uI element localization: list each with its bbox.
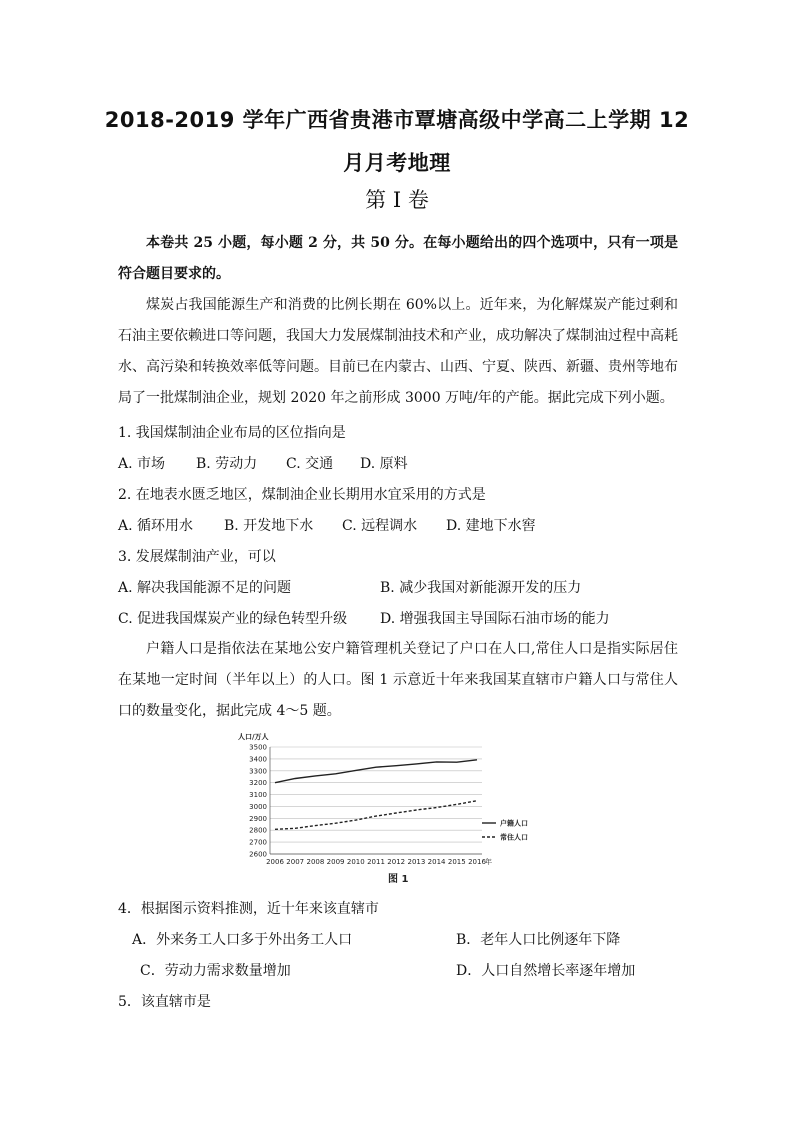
question-4-option-a[interactable]: A．外来务工人口多于外出务工人口 xyxy=(132,932,353,948)
series-line-registered xyxy=(275,760,477,783)
x-tick-label: 2014 xyxy=(427,858,446,866)
legend-label-0: 户籍人口 xyxy=(500,819,528,828)
x-tick-label: 2016 xyxy=(468,858,486,866)
figure-caption: 图 1 xyxy=(388,874,409,885)
x-tick-label: 2011 xyxy=(367,858,385,866)
series-line-resident xyxy=(275,801,477,830)
y-axis-ticks xyxy=(249,744,267,859)
chart-legend xyxy=(482,819,528,842)
question-1-option-b[interactable]: B. 劳动力 xyxy=(196,456,258,472)
question-4-option-b[interactable]: B．老年人口比例逐年下降 xyxy=(456,932,621,948)
y-axis-label: 人口/万人 xyxy=(238,733,269,741)
document-title-line1: 2018-2019 学年广西省贵港市覃塘高级中学高二上学期 12 xyxy=(104,108,690,132)
y-tick-label: 3000 xyxy=(249,802,267,811)
x-tick-label: 2015 xyxy=(447,858,466,866)
question-3-option-b[interactable]: B. 减少我国对新能源开发的压力 xyxy=(380,580,582,596)
question-1-option-d[interactable]: D. 原料 xyxy=(360,456,408,472)
question-1-option-a[interactable]: A. 市场 xyxy=(118,456,166,472)
section-subtitle: 第 I 卷 xyxy=(365,188,429,212)
y-tick-label: 3200 xyxy=(249,779,267,788)
x-tick-label: 2012 xyxy=(387,858,406,866)
question-2-option-a[interactable]: A. 循环用水 xyxy=(118,518,194,534)
x-tick-label: 2007 xyxy=(286,858,305,866)
question-5-stem: 5．该直辖市是 xyxy=(118,994,211,1010)
population-line-chart xyxy=(228,729,528,887)
y-tick-label: 3400 xyxy=(249,755,267,764)
question-4-option-c[interactable]: C．劳动力需求数量增加 xyxy=(140,963,291,979)
question-4-option-d[interactable]: D．人口自然增长率逐年增加 xyxy=(456,963,636,979)
y-tick-label: 2900 xyxy=(249,814,267,823)
passage-coal-to-oil: 煤炭占我国能源生产和消费的比例长期在 60%以上。近年来，为化解煤炭产能过剩和石油主要依赖进口等问题，我国大力发展煤制油技术和产业，成功解决了煤制油过程中高耗水、高污染和转换效率低等问题。目前已在内蒙古、山西、宁夏、陕西、新疆、贵州等地布局了一批煤制油企业，规划 2020 年之前形成 3000 万吨/年的产能。据此完成下列小题。 xyxy=(118,297,678,406)
y-tick-label: 2600 xyxy=(249,850,267,859)
y-tick-label: 3300 xyxy=(249,767,267,776)
question-2-option-d[interactable]: D. 建地下水窖 xyxy=(446,518,536,534)
instructions xyxy=(118,228,678,290)
question-1-option-c[interactable]: C. 交通 xyxy=(286,456,334,472)
x-tick-label: 2010 xyxy=(346,858,365,866)
x-tick-label: 2013 xyxy=(407,858,426,866)
question-3-stem: 3. 发展煤制油产业，可以 xyxy=(118,549,276,565)
y-tick-label: 2700 xyxy=(249,838,267,847)
instructions-text: 本卷共 25 小题，每小题 2 分，共 50 分。在每小题给出的四个选项中，只有一项是符合题目要求的。 xyxy=(118,235,678,282)
question-3-option-a[interactable]: A. 解决我国能源不足的问题 xyxy=(118,580,292,596)
question-3-option-c[interactable]: C. 促进我国煤炭产业的绿色转型升级 xyxy=(118,611,348,627)
y-tick-label: 2800 xyxy=(249,826,267,835)
x-tick-label: 2009 xyxy=(326,858,345,866)
y-tick-label: 3500 xyxy=(249,743,267,752)
x-tick-label: 2006 xyxy=(266,858,284,866)
question-2-stem: 2. 在地表水匮乏地区，煤制油企业长期用水宜采用的方式是 xyxy=(118,487,486,503)
question-2-option-c[interactable]: C. 远程调水 xyxy=(342,518,418,534)
question-2-option-b[interactable]: B. 开发地下水 xyxy=(224,518,314,534)
question-1-stem: 1. 我国煤制油企业布局的区位指向是 xyxy=(118,425,346,441)
question-3-option-d[interactable]: D. 增强我国主导国际石油市场的能力 xyxy=(380,611,610,627)
chart-gridlines xyxy=(270,747,482,854)
x-axis-label: 年 xyxy=(485,858,492,866)
passage-population: 户籍人口是指依法在某地公安户籍管理机关登记了户口在人口,常住人口是指实际居住在某地一定时间（半年以上）的人口。图 1 示意近十年来我国某直辖市户籍人口与常住人口的数量变化，据此完成 4～5 题。 xyxy=(118,641,678,719)
legend-label-1: 常住人口 xyxy=(500,833,528,842)
x-axis-ticks xyxy=(266,858,486,866)
y-tick-label: 3100 xyxy=(249,791,267,800)
question-4-stem: 4．根据图示资料推测，近十年来该直辖市 xyxy=(118,901,379,917)
x-tick-label: 2008 xyxy=(306,858,325,866)
document-title-line2: 月月考地理 xyxy=(343,151,451,175)
